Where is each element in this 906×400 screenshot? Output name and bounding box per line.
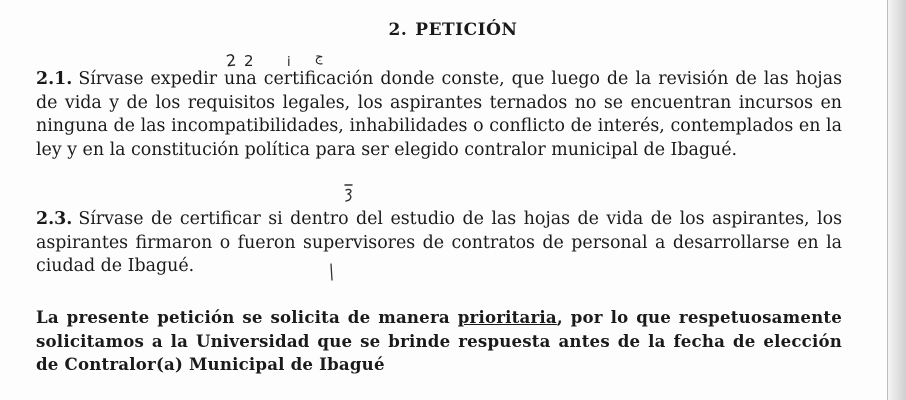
handwritten-mark: ج (313, 49, 325, 66)
paragraph-text: Sírvase de certificar si dentro del estudio de las hojas de vida de los aspirantes, los aspirantes firmaron o fueron supervisores de contratos de personal a desarrollarse en la ciudad de Ibagué. (36, 209, 842, 276)
paragraph-2-3 (36, 208, 842, 279)
closing-text-after: , por lo que respetuosamente solicitamos a la Universidad que se brinde respuesta antes de la fecha de elección de Contralor(a) Municipal de Ibagué (36, 307, 842, 374)
paragraph-2-1 (36, 68, 842, 162)
section-title: PETICIÓN (415, 20, 518, 40)
handwritten-mark: i (287, 55, 291, 70)
section-heading (0, 20, 906, 40)
paragraph-text: Sírvase expedir una certificación donde conste, que luego de la revisión de las hojas de vida y de los requisitos legales, los aspirantes ternados no se encuentran incursos en ninguna de las incompatibilidades, inhabilidades o conflicto de interés, contemplados en la ley y en la constitución política para ser elegido contralor municipal de Ibagué. (36, 69, 842, 160)
closing-emphasis: prioritaria (457, 307, 557, 327)
closing-text-before: La presente petición se solicita de manera (36, 307, 450, 327)
page-edge (887, 0, 906, 400)
closing-paragraph (36, 306, 842, 377)
paragraph-number: 2.3. (36, 209, 73, 229)
section-number: 2. (388, 20, 408, 40)
handwritten-mark: 2 (225, 50, 238, 71)
handwritten-mark: 2 (244, 52, 254, 70)
handwritten-scribble-icon (342, 182, 356, 204)
paragraph-number: 2.1. (36, 69, 73, 89)
